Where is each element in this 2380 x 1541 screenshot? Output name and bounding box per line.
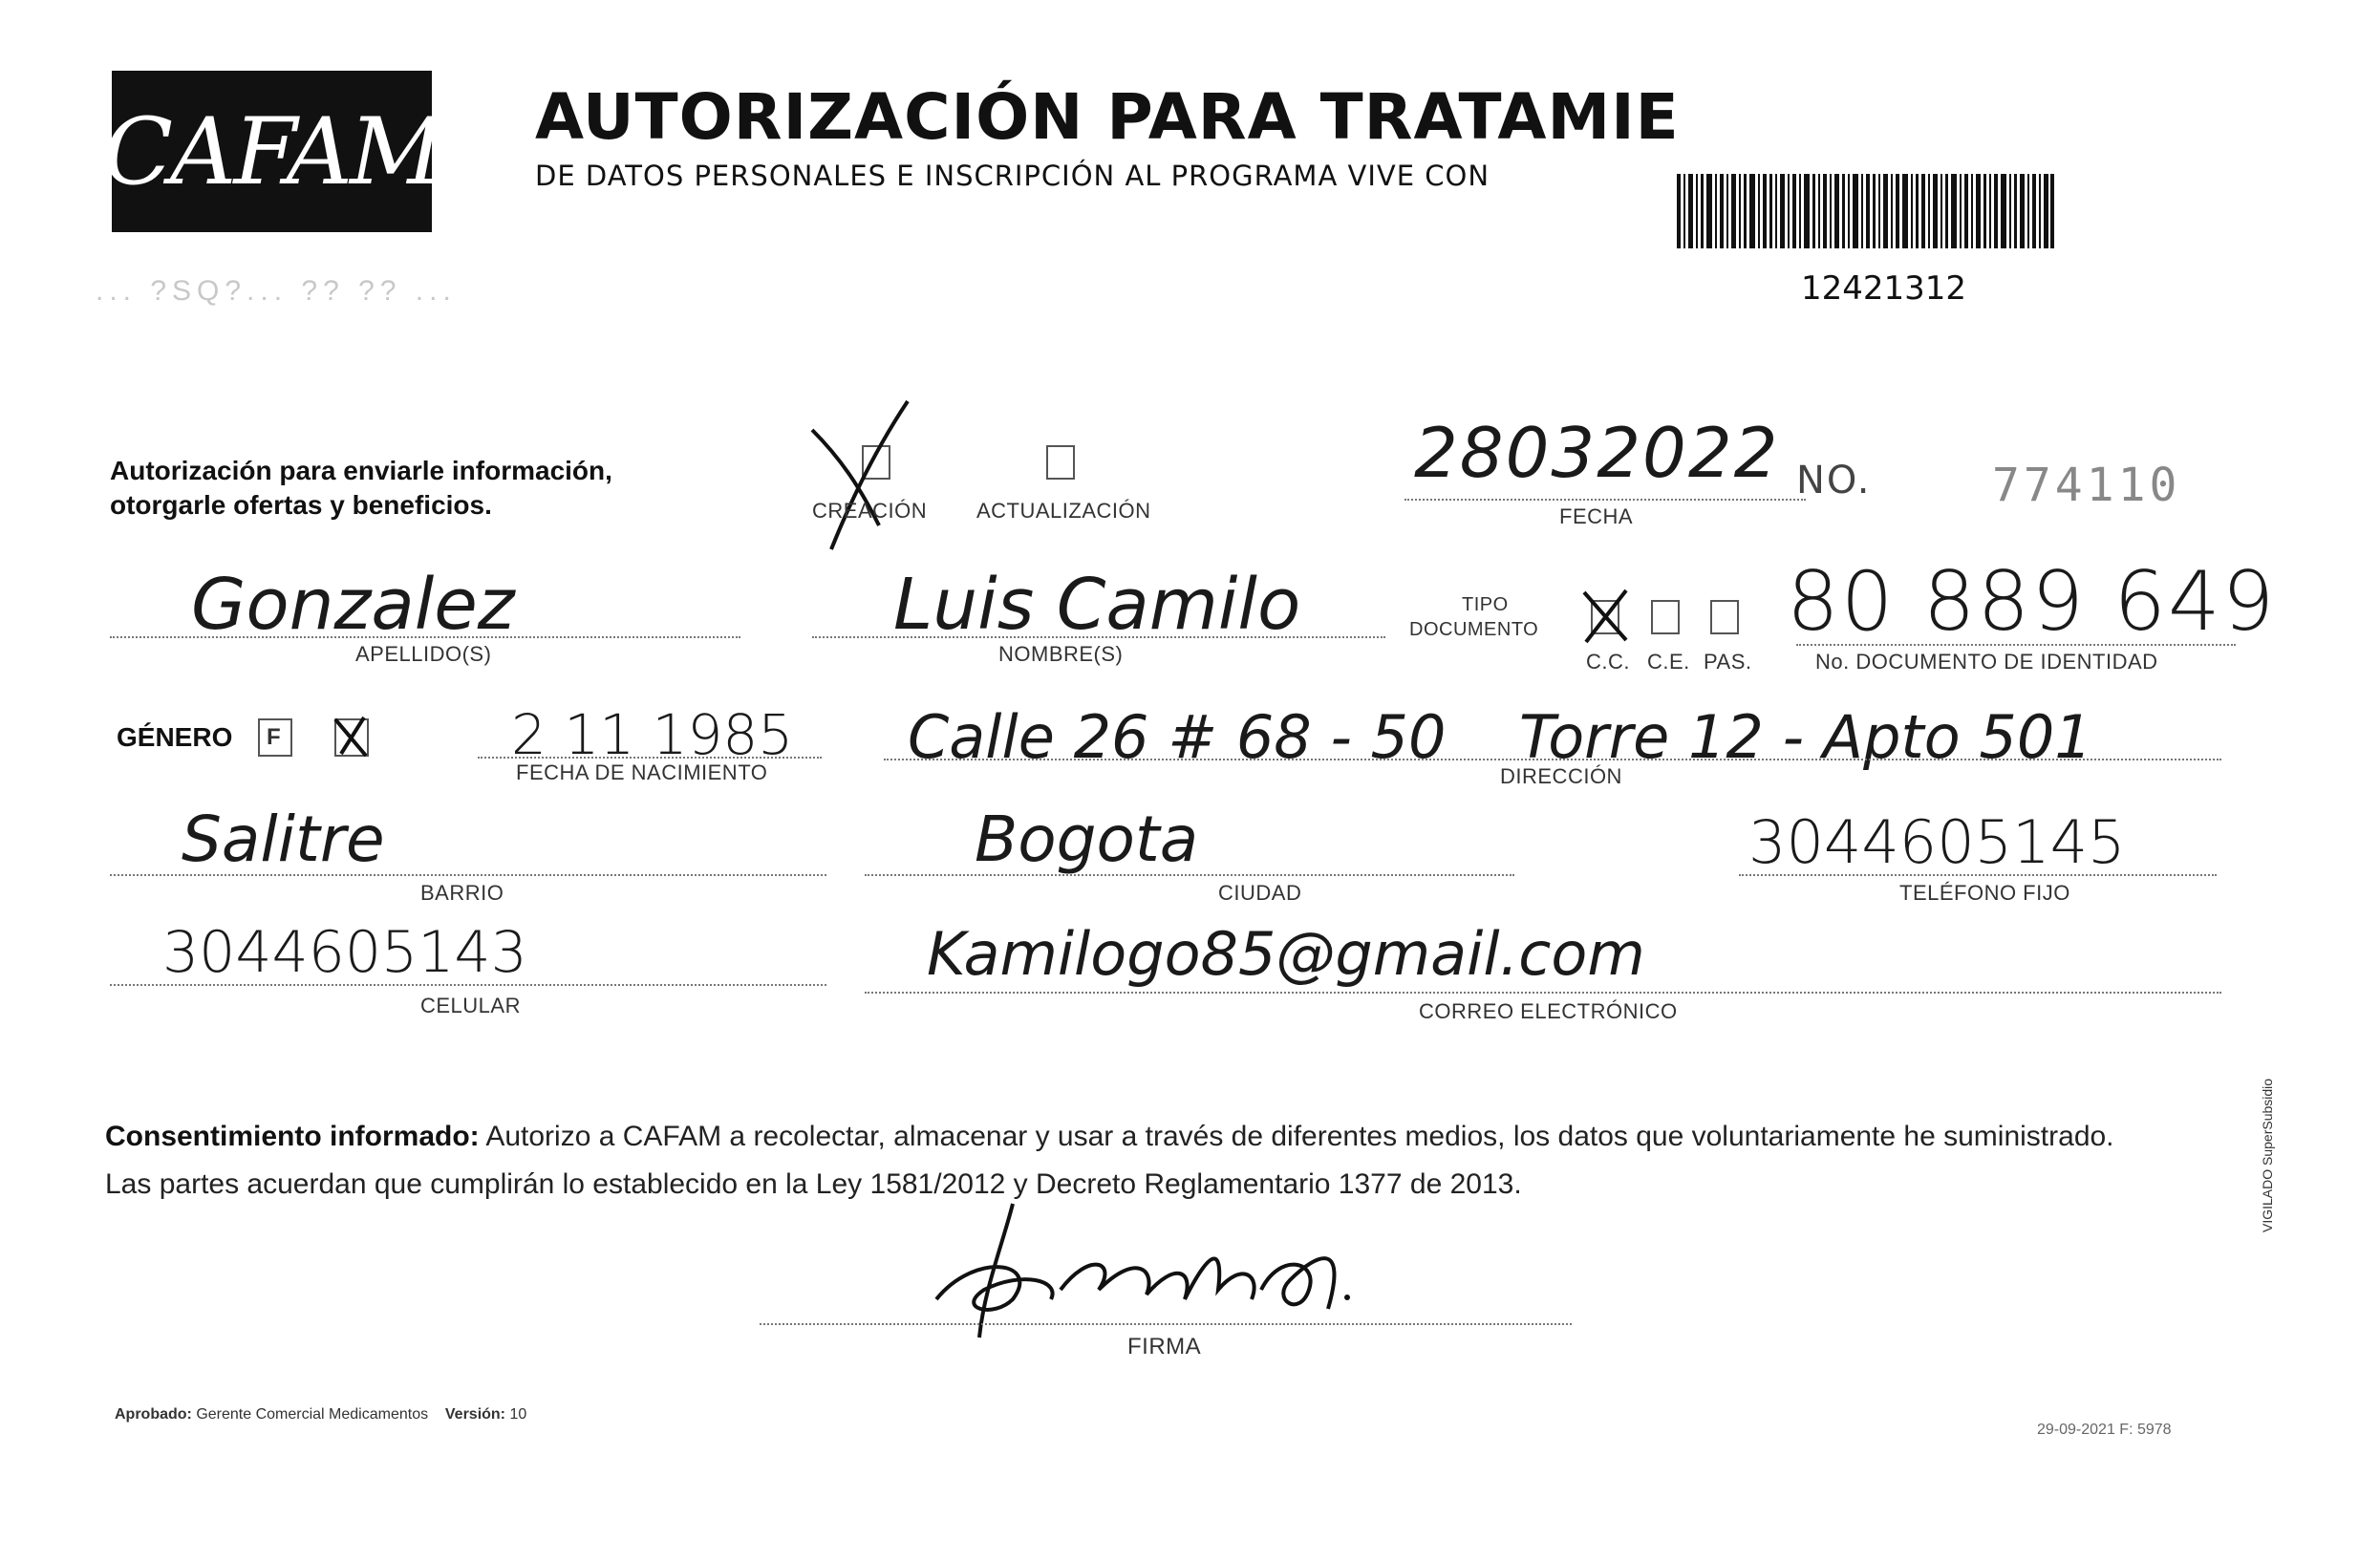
apellidos-line bbox=[110, 636, 740, 638]
no-value: 774110 bbox=[1992, 459, 2181, 512]
correo-line bbox=[865, 992, 2221, 994]
intro-line-2: otorgarle ofertas y beneficios. bbox=[110, 490, 492, 520]
fecha-nacimiento-line bbox=[478, 757, 822, 759]
fecha-label: FECHA bbox=[1559, 504, 1634, 528]
apellidos-label: APELLIDO(S) bbox=[355, 642, 492, 666]
barrio-label: BARRIO bbox=[420, 881, 504, 905]
ce-label: C.E. bbox=[1647, 650, 1690, 674]
version-label: Versión: bbox=[444, 1406, 506, 1423]
cafam-logo bbox=[102, 71, 441, 232]
fecha-line bbox=[1404, 499, 1806, 501]
cc-label: C.C. bbox=[1586, 650, 1630, 674]
faint-stamp-text: ... ?SQ?... ?? ?? ... bbox=[96, 275, 457, 307]
nombres-line bbox=[812, 636, 1385, 638]
tipo-documento-label-2: DOCUMENTO bbox=[1409, 619, 1539, 640]
firma-label: FIRMA bbox=[1127, 1334, 1202, 1359]
barrio-value: Salitre bbox=[182, 803, 385, 876]
nombres-label: NOMBRE(S) bbox=[998, 642, 1124, 666]
genero-label: GÉNERO bbox=[117, 722, 233, 752]
fecha-nacimiento-label: FECHA DE NACIMIENTO bbox=[516, 760, 768, 784]
consent-text-1: Autorizo a CAFAM a recolectar, almacenar y usar a través de diferentes medios, los datos que voluntariamente he suministrado. bbox=[479, 1121, 2114, 1152]
consent-line-1 bbox=[105, 1113, 2274, 1161]
correo-label: CORREO ELECTRÓNICO bbox=[1419, 999, 1678, 1023]
document-title: AUTORIZACIÓN PARA TRATAMIE bbox=[535, 80, 1680, 154]
genero-m-check-mark bbox=[330, 712, 377, 761]
direccion-line bbox=[884, 759, 2221, 760]
fecha-value: 28032022 bbox=[1414, 413, 1780, 493]
vertical-supersubsidio-text: VIGILADO SuperSubsidio bbox=[2260, 1078, 2275, 1232]
fecha-nacimiento-value: 2 11 1985 bbox=[511, 702, 794, 767]
documento-label: No. DOCUMENTO DE IDENTIDAD bbox=[1815, 650, 2158, 674]
intro-line-1: Autorización para enviarle información, bbox=[110, 456, 612, 485]
ciudad-label: CIUDAD bbox=[1218, 881, 1302, 905]
barcode bbox=[1677, 174, 2054, 248]
creacion-check-mark bbox=[803, 392, 936, 554]
telefono-line bbox=[1739, 874, 2217, 876]
correo-value: Kamilogo85@gmail.com bbox=[927, 919, 1645, 989]
actualizacion-checkbox[interactable] bbox=[1046, 445, 1075, 480]
consent-bold: Consentimiento informado: bbox=[105, 1121, 480, 1152]
pas-checkbox[interactable] bbox=[1710, 600, 1739, 634]
ce-checkbox[interactable] bbox=[1651, 600, 1680, 634]
telefono-label: TELÉFONO FIJO bbox=[1899, 881, 2070, 905]
direccion-value-1: Calle 26 # 68 - 50 bbox=[908, 702, 1447, 772]
nombres-value: Luis Camilo bbox=[893, 564, 1301, 646]
barcode-number: 12421312 bbox=[1801, 269, 1967, 308]
documento-line bbox=[1796, 644, 2236, 646]
intro-text bbox=[110, 454, 731, 523]
celular-value: 3044605143 bbox=[162, 919, 527, 986]
firma-line bbox=[760, 1323, 1572, 1325]
creacion-label: CREACIÓN bbox=[812, 499, 928, 523]
celular-line bbox=[110, 984, 826, 986]
document-subtitle: DE DATOS PERSONALES E INSCRIPCIÓN AL PROGRAMA VIVE CON bbox=[535, 160, 1490, 192]
telefono-value: 3044605145 bbox=[1748, 807, 2126, 877]
direccion-value-2: Torre 12 - Apto 501 bbox=[1519, 702, 2092, 772]
cc-check-mark bbox=[1578, 585, 1632, 646]
apellidos-value: Gonzalez bbox=[191, 564, 515, 646]
aprobado-value: Gerente Comercial Medicamentos bbox=[196, 1406, 429, 1423]
ciudad-line bbox=[865, 874, 1514, 876]
version-value: 10 bbox=[509, 1406, 527, 1423]
tipo-documento-label-1: TIPO bbox=[1462, 594, 1509, 615]
actualizacion-label: ACTUALIZACIÓN bbox=[976, 499, 1151, 523]
consent-line-2: Las partes acuerdan que cumplirán lo establecido en la Ley 1581/2012 y Decreto Reglamentario 1377 de 2013. bbox=[105, 1168, 1522, 1200]
direccion-label: DIRECCIÓN bbox=[1500, 764, 1622, 788]
ciudad-value: Bogota bbox=[975, 803, 1199, 876]
footer-approval bbox=[115, 1406, 526, 1423]
logo-text: CAFAM bbox=[102, 97, 441, 205]
documento-value: 80 889 649 bbox=[1787, 554, 2277, 650]
pas-label: PAS. bbox=[1704, 650, 1752, 674]
barrio-line bbox=[110, 874, 826, 876]
footer-date-code: 29-09-2021 F: 5978 bbox=[2037, 1422, 2172, 1438]
genero-f-label: F bbox=[267, 724, 282, 750]
celular-label: CELULAR bbox=[420, 994, 521, 1017]
no-label: NO. bbox=[1796, 459, 1872, 503]
aprobado-label: Aprobado: bbox=[115, 1406, 192, 1423]
